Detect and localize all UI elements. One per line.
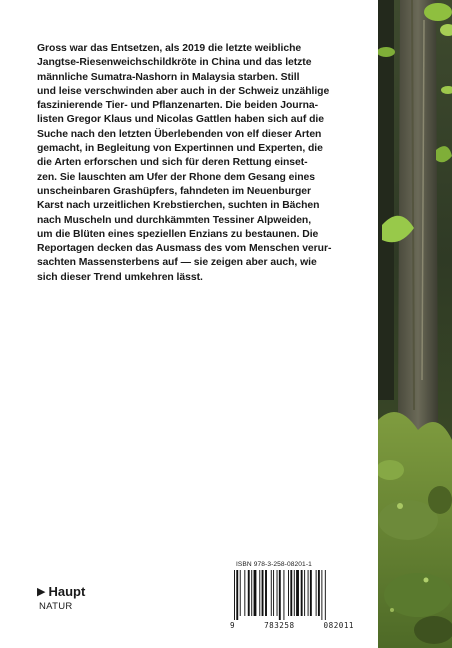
barcode-bar xyxy=(251,570,252,616)
isbn-barcode xyxy=(232,570,352,620)
barcode-bar xyxy=(254,570,257,616)
barcode-digit-group: 783258 xyxy=(264,621,295,630)
blurb-line: sachten Massensterbens auf — sie zeigen aber auch, wie xyxy=(37,257,317,269)
barcode-bar xyxy=(301,570,303,616)
blurb-line: Jangtse-Riesenweichschildkröte in China und das letzte xyxy=(37,57,312,69)
barcode-bar xyxy=(236,570,238,620)
publisher-brand xyxy=(37,584,85,599)
publisher-imprint: NATUR xyxy=(39,601,73,612)
barcode-bar xyxy=(283,570,284,620)
blurb-line: nach Muscheln und durchkämmten Tessiner Alpweiden, xyxy=(37,214,312,226)
barcode-bar xyxy=(296,570,299,616)
blurb-line: faszinierende Tier- und Pflanzenarten. Die beiden Journa- xyxy=(37,100,319,112)
barcode-bar xyxy=(310,570,312,616)
barcode-bar xyxy=(244,570,245,616)
barcode-bar xyxy=(271,570,272,616)
blurb-line: Karst nach urzeitlichen Krebstierchen, suchten in Bächen xyxy=(37,200,320,212)
barcode-bar xyxy=(262,570,264,616)
barcode-bar xyxy=(294,570,295,616)
barcode-bar xyxy=(240,570,241,616)
barcode-bar xyxy=(279,570,281,620)
barcode-bar xyxy=(325,570,326,620)
blurb-line: listen Gregor Klaus und Nicolas Gattlen haben sich auf die xyxy=(37,114,324,126)
blurb-line: Reportagen decken das Ausmass des vom Menschen verur- xyxy=(37,243,332,255)
blurb-text xyxy=(37,42,367,285)
blurb-line: unscheinbaren Grashüpfers, fahndeten im Neuenburger xyxy=(37,185,312,197)
barcode-bar xyxy=(248,570,250,616)
barcode-bar xyxy=(234,570,235,620)
barcode-bar xyxy=(321,570,322,620)
isbn-label: ISBN 978-3-258-08201-1 xyxy=(236,561,312,568)
blurb-line: sich dieser Trend umkehren lässt. xyxy=(37,271,203,283)
barcode-bar xyxy=(288,570,289,616)
publisher-name: Haupt xyxy=(48,584,86,599)
barcode-bar xyxy=(304,570,305,616)
forest-photo-illustration xyxy=(378,0,452,648)
barcode-digit-group: 9 xyxy=(230,621,236,630)
barcode-bar xyxy=(318,570,320,616)
barcode-bar xyxy=(290,570,292,616)
arrow-mark-icon: ▶ xyxy=(37,586,46,598)
barcode-digit-group: 082011 xyxy=(323,621,354,630)
barcode-bar xyxy=(308,570,309,616)
blurb-line: gemacht, in Begleitung von Expertinnen und Experten, die xyxy=(37,143,323,155)
publisher-logo xyxy=(37,584,85,612)
blurb-line: um die Blüten eines speziellen Enzians zu bestaunen. Die xyxy=(37,228,319,240)
barcode-bar xyxy=(259,570,260,616)
blurb-line: die Arten erforschen und sich für deren Rettung einset- xyxy=(37,157,308,169)
barcode-digits xyxy=(230,621,354,630)
blurb-line: Gross war das Entsetzen, als 2019 die letzte weibliche xyxy=(37,43,302,54)
barcode-bar xyxy=(273,570,274,616)
forest-photo xyxy=(378,0,452,648)
barcode-bar xyxy=(316,570,317,616)
barcode-bar xyxy=(265,570,267,616)
blurb-line: zen. Sie lauschten am Ufer der Rhone dem Gesang eines xyxy=(37,171,315,183)
barcode-bar xyxy=(277,570,278,616)
blurb-line: Suche nach den letzten Überlebenden von elf dieser Arten xyxy=(37,128,322,140)
blurb-line: und leise verschwinden aber auch in der Schweiz unzählige xyxy=(37,85,330,97)
blurb-line: männliche Sumatra-Nashorn in Malaysia starben. Still xyxy=(37,71,300,83)
